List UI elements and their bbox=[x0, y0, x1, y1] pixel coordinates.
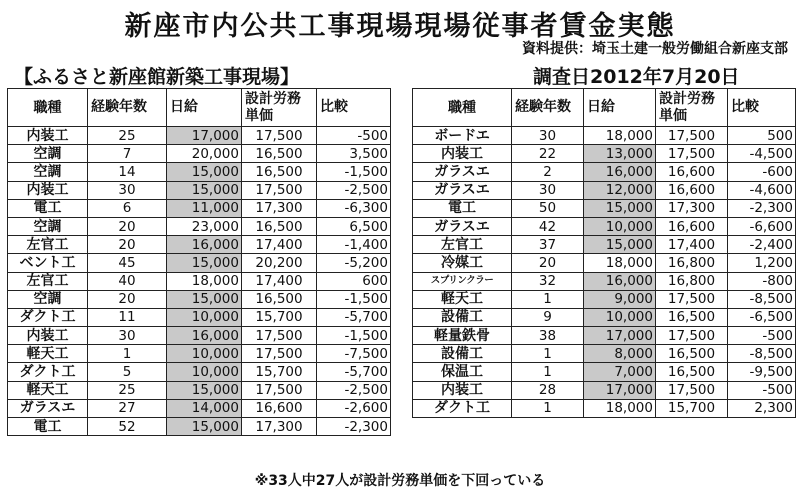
daily-wage-cell: 15,000 bbox=[167, 163, 242, 181]
compare-cell: -800 bbox=[728, 272, 796, 290]
daily-wage-cell: 10,000 bbox=[167, 345, 242, 363]
job-cell: 冷媒工 bbox=[413, 254, 512, 272]
years-cell: 20 bbox=[512, 254, 584, 272]
years-cell: 25 bbox=[88, 127, 167, 145]
table-row bbox=[8, 254, 391, 272]
table-row bbox=[8, 181, 391, 199]
daily-wage-cell: 17,000 bbox=[584, 381, 656, 399]
job-cell: 空調 bbox=[8, 163, 88, 181]
years-cell: 38 bbox=[512, 327, 584, 345]
years-cell: 30 bbox=[512, 127, 584, 145]
table-row bbox=[8, 236, 391, 254]
design-wage-cell: 17,500 bbox=[242, 181, 317, 199]
years-cell: 52 bbox=[88, 418, 167, 436]
years-cell: 22 bbox=[512, 145, 584, 163]
table-row bbox=[8, 290, 391, 308]
compare-cell: -4,600 bbox=[728, 181, 796, 199]
table-row bbox=[413, 381, 796, 399]
daily-wage-cell: 10,000 bbox=[167, 363, 242, 381]
daily-wage-cell: 10,000 bbox=[584, 308, 656, 326]
job-cell: 内装工 bbox=[413, 381, 512, 399]
header-years: 経験年数 bbox=[512, 89, 584, 127]
footnote: ※33人中27人が設計労務単価を下回っている bbox=[254, 473, 546, 489]
header-design-wage bbox=[656, 89, 728, 127]
design-wage-cell: 17,400 bbox=[242, 236, 317, 254]
compare-cell: -600 bbox=[728, 163, 796, 181]
daily-wage-cell: 15,000 bbox=[167, 381, 242, 399]
job-cell: ベント工 bbox=[8, 254, 88, 272]
design-wage-cell: 16,600 bbox=[242, 399, 317, 417]
design-wage-cell: 17,400 bbox=[242, 272, 317, 290]
job-cell: 左官工 bbox=[413, 236, 512, 254]
years-cell: 32 bbox=[512, 272, 584, 290]
compare-cell: -8,500 bbox=[728, 345, 796, 363]
source-credit: 資料提供：埼玉土建一般労働組合新座支部 bbox=[522, 41, 788, 57]
daily-wage-cell: 16,000 bbox=[584, 272, 656, 290]
compare-cell: -7,500 bbox=[317, 345, 391, 363]
design-wage-cell: 16,800 bbox=[656, 272, 728, 290]
daily-wage-cell: 15,000 bbox=[584, 199, 656, 217]
design-wage-cell: 15,700 bbox=[242, 308, 317, 326]
compare-cell: -2,300 bbox=[728, 199, 796, 217]
job-cell: 電工 bbox=[8, 199, 88, 217]
design-wage-cell: 15,700 bbox=[656, 399, 728, 417]
years-cell: 5 bbox=[88, 363, 167, 381]
header-design-wage-line2: 単価 bbox=[245, 107, 273, 124]
job-cell: ダクト工 bbox=[8, 363, 88, 381]
job-cell: 内装工 bbox=[8, 327, 88, 345]
daily-wage-cell: 12,000 bbox=[584, 181, 656, 199]
job-cell: 軽天工 bbox=[8, 345, 88, 363]
compare-cell: -2,600 bbox=[317, 399, 391, 417]
design-wage-cell: 17,500 bbox=[656, 290, 728, 308]
years-cell: 11 bbox=[88, 308, 167, 326]
design-wage-cell: 16,500 bbox=[656, 308, 728, 326]
job-cell: 内装工 bbox=[413, 145, 512, 163]
years-cell: 25 bbox=[88, 381, 167, 399]
daily-wage-cell: 10,000 bbox=[167, 308, 242, 326]
years-cell: 1 bbox=[512, 290, 584, 308]
job-cell: 空調 bbox=[8, 145, 88, 163]
years-cell: 6 bbox=[88, 199, 167, 217]
years-cell: 20 bbox=[88, 217, 167, 235]
daily-wage-cell: 7,000 bbox=[584, 363, 656, 381]
years-cell: 37 bbox=[512, 236, 584, 254]
table-row bbox=[413, 199, 796, 217]
daily-wage-cell: 16,000 bbox=[167, 327, 242, 345]
table-row bbox=[413, 236, 796, 254]
years-cell: 20 bbox=[88, 290, 167, 308]
daily-wage-cell: 17,000 bbox=[167, 127, 242, 145]
design-wage-cell: 16,500 bbox=[656, 363, 728, 381]
design-wage-cell: 16,600 bbox=[656, 181, 728, 199]
daily-wage-cell: 14,000 bbox=[167, 399, 242, 417]
table-body-left bbox=[8, 127, 391, 436]
daily-wage-cell: 10,000 bbox=[584, 217, 656, 235]
years-cell: 40 bbox=[88, 272, 167, 290]
daily-wage-cell: 17,000 bbox=[584, 327, 656, 345]
job-cell: 電工 bbox=[8, 418, 88, 436]
design-wage-cell: 16,600 bbox=[656, 217, 728, 235]
design-wage-cell: 17,300 bbox=[242, 199, 317, 217]
table-row bbox=[8, 163, 391, 181]
design-wage-cell: 17,500 bbox=[242, 127, 317, 145]
years-cell: 1 bbox=[512, 363, 584, 381]
table-header-row bbox=[413, 89, 796, 127]
design-wage-cell: 15,700 bbox=[242, 363, 317, 381]
job-cell: スプリンクラー bbox=[413, 272, 512, 290]
table-row bbox=[8, 217, 391, 235]
design-wage-cell: 16,500 bbox=[656, 345, 728, 363]
years-cell: 30 bbox=[88, 327, 167, 345]
header-daily-wage: 日給 bbox=[167, 89, 242, 127]
compare-cell: -5,200 bbox=[317, 254, 391, 272]
table-row bbox=[413, 308, 796, 326]
years-cell: 9 bbox=[512, 308, 584, 326]
table-row bbox=[8, 418, 391, 436]
years-cell: 45 bbox=[88, 254, 167, 272]
years-cell: 30 bbox=[88, 181, 167, 199]
years-cell: 27 bbox=[88, 399, 167, 417]
compare-cell: -1,500 bbox=[317, 163, 391, 181]
header-daily-wage: 日給 bbox=[584, 89, 656, 127]
years-cell: 50 bbox=[512, 199, 584, 217]
daily-wage-cell: 13,000 bbox=[584, 145, 656, 163]
job-cell: ダクト工 bbox=[8, 308, 88, 326]
design-wage-cell: 16,800 bbox=[656, 254, 728, 272]
header-design-wage-line2: 単価 bbox=[659, 107, 687, 124]
compare-cell: -2,300 bbox=[317, 418, 391, 436]
compare-cell: 500 bbox=[728, 127, 796, 145]
daily-wage-cell: 15,000 bbox=[167, 254, 242, 272]
compare-cell: -5,700 bbox=[317, 308, 391, 326]
table-row bbox=[8, 127, 391, 145]
years-cell: 1 bbox=[512, 345, 584, 363]
table-row bbox=[413, 272, 796, 290]
daily-wage-cell: 18,000 bbox=[584, 399, 656, 417]
table-row bbox=[8, 327, 391, 345]
table-row bbox=[413, 163, 796, 181]
years-cell: 28 bbox=[512, 381, 584, 399]
compare-cell: -6,500 bbox=[728, 308, 796, 326]
daily-wage-cell: 18,000 bbox=[167, 272, 242, 290]
job-cell: ダクト工 bbox=[413, 399, 512, 417]
compare-cell: -6,300 bbox=[317, 199, 391, 217]
compare-cell: -8,500 bbox=[728, 290, 796, 308]
table-row bbox=[413, 399, 796, 417]
design-wage-cell: 16,500 bbox=[242, 163, 317, 181]
compare-cell: -500 bbox=[728, 381, 796, 399]
header-job: 職種 bbox=[413, 89, 512, 127]
wage-table-right bbox=[412, 88, 796, 418]
design-wage-cell: 17,500 bbox=[242, 381, 317, 399]
job-cell: 空調 bbox=[8, 217, 88, 235]
job-cell: 左官工 bbox=[8, 272, 88, 290]
daily-wage-cell: 20,000 bbox=[167, 145, 242, 163]
daily-wage-cell: 18,000 bbox=[584, 127, 656, 145]
job-cell: 軽天工 bbox=[8, 381, 88, 399]
design-wage-cell: 17,500 bbox=[242, 327, 317, 345]
compare-cell: -500 bbox=[317, 127, 391, 145]
header-years: 経験年数 bbox=[88, 89, 167, 127]
table-body-right bbox=[413, 127, 796, 418]
years-cell: 1 bbox=[88, 345, 167, 363]
design-wage-cell: 20,200 bbox=[242, 254, 317, 272]
table-row bbox=[8, 399, 391, 417]
job-cell: ガラスエ bbox=[8, 399, 88, 417]
compare-cell: -1,500 bbox=[317, 290, 391, 308]
site-name: 【ふるさと新座館新築工事現場】 bbox=[14, 66, 300, 88]
design-wage-cell: 17,300 bbox=[242, 418, 317, 436]
years-cell: 42 bbox=[512, 217, 584, 235]
table-row bbox=[413, 145, 796, 163]
compare-cell: -2,500 bbox=[317, 181, 391, 199]
compare-cell: 6,500 bbox=[317, 217, 391, 235]
design-wage-cell: 16,500 bbox=[242, 217, 317, 235]
table-row bbox=[413, 127, 796, 145]
design-wage-cell: 17,500 bbox=[656, 381, 728, 399]
years-cell: 20 bbox=[88, 236, 167, 254]
table-row bbox=[413, 363, 796, 381]
design-wage-cell: 16,600 bbox=[656, 163, 728, 181]
daily-wage-cell: 16,000 bbox=[584, 163, 656, 181]
daily-wage-cell: 8,000 bbox=[584, 345, 656, 363]
design-wage-cell: 17,500 bbox=[242, 345, 317, 363]
survey-date: 調査日2012年7月20日 bbox=[533, 66, 740, 88]
years-cell: 1 bbox=[512, 399, 584, 417]
job-cell: ボードエ bbox=[413, 127, 512, 145]
page-title: 新座市内公共工事現場現場従事者賃金実態 bbox=[124, 11, 676, 42]
job-cell: 電工 bbox=[413, 199, 512, 217]
table-row bbox=[8, 145, 391, 163]
header-design-wage-line1: 設計労務 bbox=[245, 90, 301, 107]
job-cell: 保温工 bbox=[413, 363, 512, 381]
table-row bbox=[413, 290, 796, 308]
years-cell: 2 bbox=[512, 163, 584, 181]
header-job: 職種 bbox=[8, 89, 88, 127]
job-cell: 設備工 bbox=[413, 345, 512, 363]
compare-cell: 1,200 bbox=[728, 254, 796, 272]
table-row bbox=[413, 254, 796, 272]
table-row bbox=[413, 181, 796, 199]
table-row bbox=[413, 327, 796, 345]
table-row bbox=[8, 308, 391, 326]
daily-wage-cell: 9,000 bbox=[584, 290, 656, 308]
table-row bbox=[8, 363, 391, 381]
header-compare: 比較 bbox=[317, 89, 391, 127]
compare-cell: -2,400 bbox=[728, 236, 796, 254]
design-wage-cell: 17,500 bbox=[656, 145, 728, 163]
compare-cell: 3,500 bbox=[317, 145, 391, 163]
header-design-wage bbox=[242, 89, 317, 127]
job-cell: 左官工 bbox=[8, 236, 88, 254]
daily-wage-cell: 18,000 bbox=[584, 254, 656, 272]
job-cell: 内装工 bbox=[8, 127, 88, 145]
years-cell: 14 bbox=[88, 163, 167, 181]
daily-wage-cell: 15,000 bbox=[167, 290, 242, 308]
compare-cell: -500 bbox=[728, 327, 796, 345]
header-design-wage-line1: 設計労務 bbox=[659, 90, 715, 107]
compare-cell: -4,500 bbox=[728, 145, 796, 163]
design-wage-cell: 16,500 bbox=[242, 290, 317, 308]
table-row bbox=[413, 345, 796, 363]
compare-cell: -6,600 bbox=[728, 217, 796, 235]
daily-wage-cell: 16,000 bbox=[167, 236, 242, 254]
design-wage-cell: 17,300 bbox=[656, 199, 728, 217]
daily-wage-cell: 15,000 bbox=[584, 236, 656, 254]
compare-cell: 2,300 bbox=[728, 399, 796, 417]
daily-wage-cell: 23,000 bbox=[167, 217, 242, 235]
design-wage-cell: 16,500 bbox=[242, 145, 317, 163]
job-cell: 内装工 bbox=[8, 181, 88, 199]
job-cell: 軽天工 bbox=[413, 290, 512, 308]
job-cell: 設備工 bbox=[413, 308, 512, 326]
daily-wage-cell: 15,000 bbox=[167, 181, 242, 199]
table-header-row bbox=[8, 89, 391, 127]
compare-cell: 600 bbox=[317, 272, 391, 290]
job-cell: ガラスエ bbox=[413, 163, 512, 181]
compare-cell: -1,500 bbox=[317, 327, 391, 345]
job-cell: ガラスエ bbox=[413, 217, 512, 235]
daily-wage-cell: 11,000 bbox=[167, 199, 242, 217]
job-cell: 空調 bbox=[8, 290, 88, 308]
table-row bbox=[8, 199, 391, 217]
years-cell: 30 bbox=[512, 181, 584, 199]
design-wage-cell: 17,500 bbox=[656, 327, 728, 345]
daily-wage-cell: 15,000 bbox=[167, 418, 242, 436]
table-row bbox=[8, 272, 391, 290]
compare-cell: -1,400 bbox=[317, 236, 391, 254]
job-cell: 軽量鉄骨 bbox=[413, 327, 512, 345]
header-compare: 比較 bbox=[728, 89, 796, 127]
compare-cell: -5,700 bbox=[317, 363, 391, 381]
design-wage-cell: 17,400 bbox=[656, 236, 728, 254]
years-cell: 7 bbox=[88, 145, 167, 163]
design-wage-cell: 17,500 bbox=[656, 127, 728, 145]
table-row bbox=[413, 217, 796, 235]
table-row bbox=[8, 345, 391, 363]
table-row bbox=[8, 381, 391, 399]
wage-table-left bbox=[7, 88, 391, 436]
compare-cell: -9,500 bbox=[728, 363, 796, 381]
compare-cell: -2,500 bbox=[317, 381, 391, 399]
job-cell: ガラスエ bbox=[413, 181, 512, 199]
